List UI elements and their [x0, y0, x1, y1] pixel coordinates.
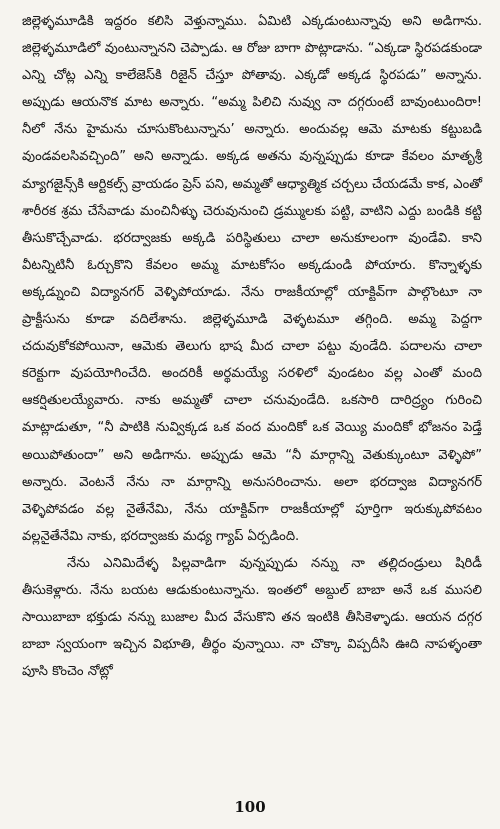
page-body: [22, 8, 482, 685]
paragraph-2: నేను ఎనిమిదేళ్ళ పిల్లవాడిగా వున్నప్పుడు నన్ను నా తల్లిదండ్రులు షిరిడీ తీసుకెళ్లారు. నేను బయట ఆడుకుంటున్నాను. ఇంతలో అబ్దుల్ బాబా అనే ఒక ముసలి సాయిబాబా భక్తుడు నన్ను బుజాల మీద వేసుకొని తన ఇంటికి తీసికెళ్ళాడు. ఆయన దగ్గర బాబా స్వయంగా ఇచ్చిన విభూతి, తీర్థం వున్నాయి. నా చొక్కా విప్పదీసి ఊది నాపళ్ళంతా పూసి కొంచెం నోట్లో: [22, 555, 482, 680]
paragraph-1: జిల్లెళ్ళమూడికి ఇద్దరం కలిసి వెళ్తున్నాము. ఏమిటి ఎక్కడుంటున్నావు అని అడిగాను. జిల్లెళ్ళమూడిలో వుంటున్నానని చెప్పాడు. ఆ రోజు బాగా పొట్లాడాను. “ఎక్కడా స్థిరపడకుండా ఎన్ని చోట్ల ఎన్ని కాలేజెస్‌కి రిజైన్ చేస్తూ పోతావు. ఎక్కడో అక్కడ స్థిరపడు” అన్నాను. అప్పుడు ఆయనొక మాట అన్నారు. “అమ్మ పిలిచి నువ్వు నా దగ్గరుంటే బావుంటుందిరా! నీలో నేను హైమను చూసుకొంటున్నాను’ అన్నారు. అందువల్ల ఆమె మాటకు కట్టుబడి వుండవలసివచ్చింది” అని అన్నాడు. అక్కడ అతను వున్నప్పుడు కూడా కేవలం మాతృశ్రీ మ్యాగజైన్స్‌కి ఆర్టికల్స్ వ్రాయడం ప్రెస్ పని, అమ్మతో ఆధ్యాత్మిక చర్చలు చేయడమే కాక, ఎంతో శారీరక శ్రమ చేసేవాడు మంచినీళ్ళు చెరువునుంచి డ్రమ్ములకు పట్టి, వాటిని ఎద్దు బండికి కట్టి తీసుకొచ్చేవాడు. భరద్వాజకు అక్కడి పరిస్థితులు చాలా అనుకూలంగా వుండేవి. కాని వీటన్నిటినీ ఓర్చుకొని కేవలం అమ్మ మాటకోసం అక్కడుండి పోయారు. కొన్నాళ్ళకు అక్కడ్నుంచి విద్యానగర్ వెళ్ళిపోయాడు. నేను రాజకీయాల్లో యాక్టివ్‌గా పాల్గొంటూ నా ప్రాక్టీసును కూడా వదిలేశాను. జిల్లెళ్ళమూడి వెళ్ళటమూ తగ్గింది. అమ్మ పెద్దగా చదువుకోకపోయినా, ఆమెకు తెలుగు భాష మీద చాలా పట్టు వుండేది. పదాలను చాలా కరెక్టుగా వుపయోగించేది. అందరికీ అర్థమయ్యే సరళిలో వుండటం వల్ల ఎంతో మంది ఆకర్షితులయ్యేవారు. నాకు అమ్మతో చాలా చనువుండేది. ఒకసారి దారిద్ర్యం గురించి మాట్లాడుతూ, “నీ పాటికి నువ్విక్కడ ఒక వంద మందికో ఒక వెయ్యి మందికో భోజనం పెడ్తే అయిపోతుందా” అని అడిగాను. అప్పుడు ఆమె “నీ మార్గాన్ని వెతుక్కుంటూ వెళ్ళిపో” అన్నారు. వెంటనే నేను నా మార్గాన్ని అనుసరించాను. అలా భరద్వాజ విద్యానగర్ వెళ్ళిపోవడం వల్ల నైతేనేమి, నేను యాక్టివ్‌గా రాజకీయాల్లో పూర్తిగా ఇరుక్కుపోవటం వల్లనైతేనేమి నాకు, భరద్వాజకు మధ్య గ్యాప్ ఏర్పడింది.: [22, 14, 482, 544]
page-number: 100: [234, 798, 266, 816]
